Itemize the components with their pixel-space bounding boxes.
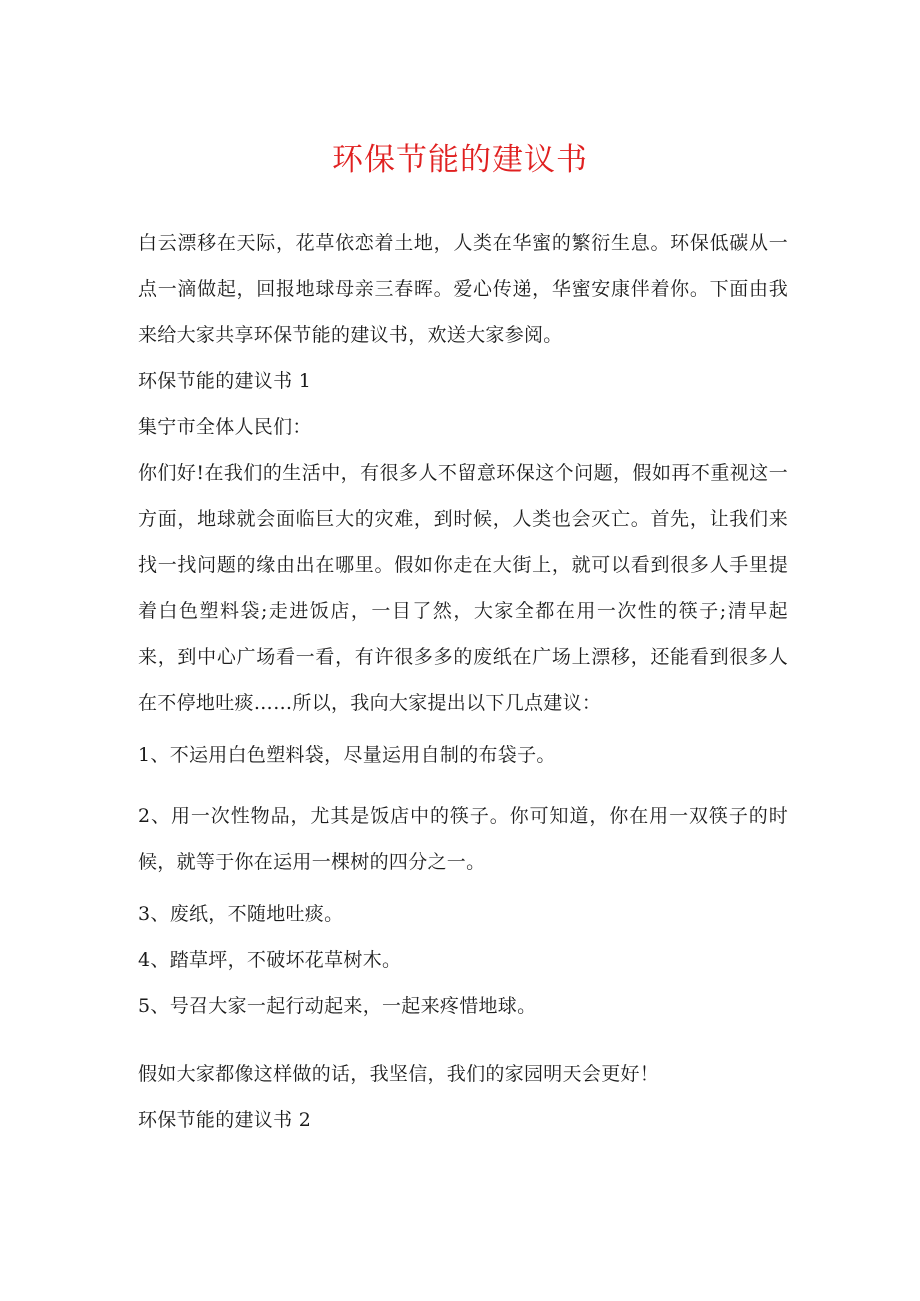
suggestion-item: 5、号召大家一起行动起来，一起来疼惜地球。 [138,995,537,1017]
intro-paragraph: 白云漂移在天际，花草依恋着土地，人类在华蜜的繁衍生息。环保低碳从一点一滴做起，回报地球母亲三春晖。爱心传递，华蜜安康伴着你。下面由我来给大家共享环保节能的建议书，欢送大家参阅。 [138,232,788,346]
body-paragraph: 你们好!在我们的生活中，有很多人不留意环保这个问题，假如再不重视这一方面，地球就会面临巨大的灾难，到时候，人类也会灭亡。首先，让我们来找一找问题的缘由出在哪里。假如你走在大街上，就可以看到很多人手里提着白色塑料袋;走进饭店，一目了然，大家全都在用一次性的筷子;清早起来，到中心广场看一看，有许很多多的废纸在广场上漂移，还能看到很多人在不停地吐痰……所以，我向大家提出以下几点建议： [138,462,788,714]
closing-paragraph: 假如大家都像这样做的话，我坚信，我们的家园明天会更好！ [138,1063,660,1085]
salutation: 集宁市全体人民们： [138,416,312,438]
suggestion-item: 2、用一次性物品，尤其是饭店中的筷子。你可知道，你在用一双筷子的时候，就等于你在运用一棵树的四分之一。 [138,805,788,873]
suggestion-item: 4、踏草坪，不破坏花草树木。 [138,949,402,971]
suggestion-item: 1、不运用白色塑料袋，尽量运用自制的布袋子。 [138,744,556,766]
suggestion-item: 3、废纸，不随地吐痰。 [138,903,344,925]
document-title: 环保节能的建议书 [332,142,588,178]
section-heading-2: 环保节能的建议书 2 [138,1109,312,1131]
document-body [138,220,788,1143]
section-heading-1: 环保节能的建议书 1 [138,370,312,392]
